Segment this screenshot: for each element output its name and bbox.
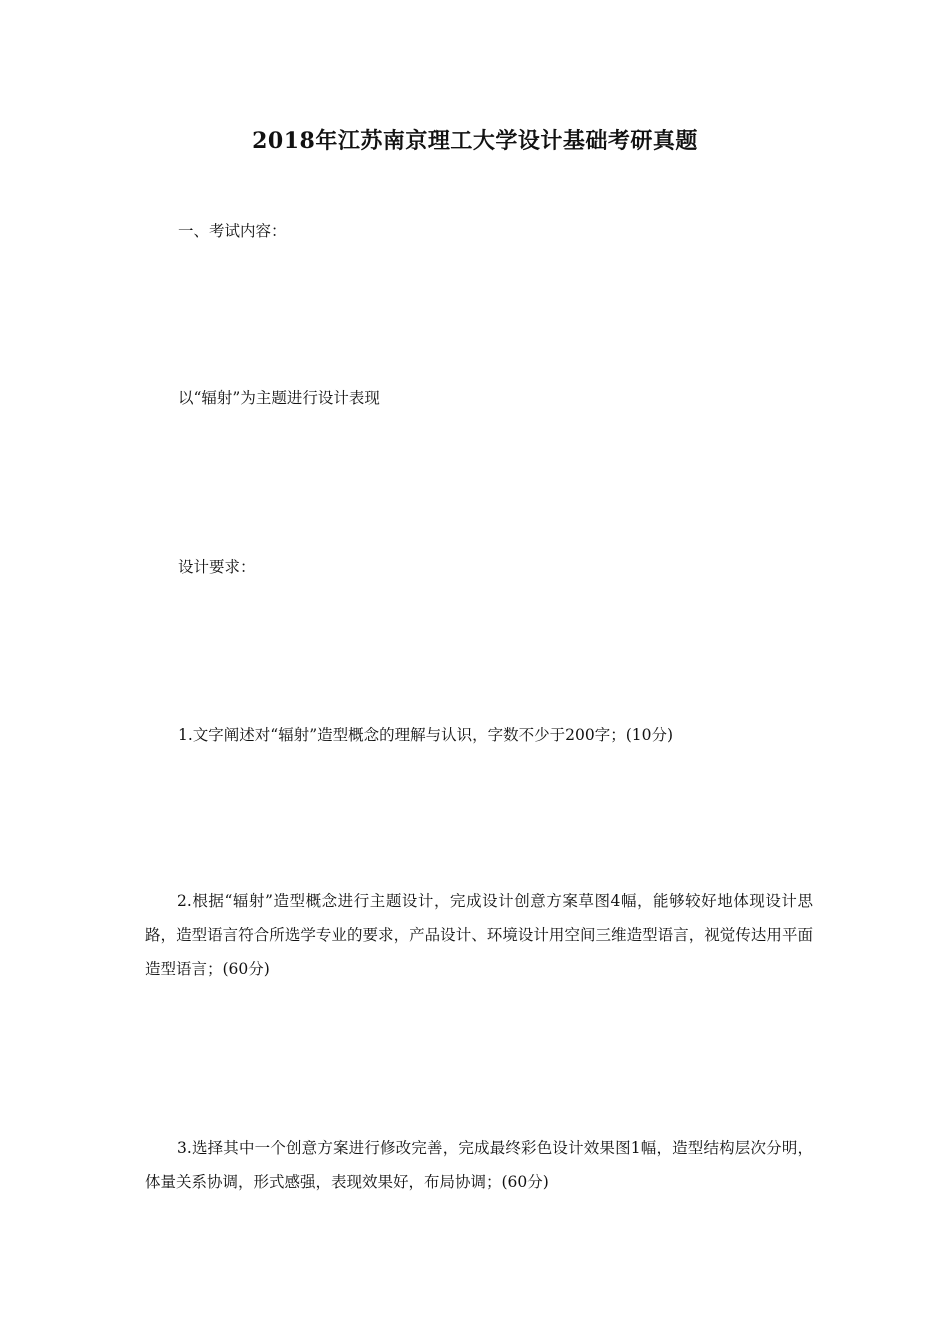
- requirement-item-3: 3.选择其中一个创意方案进行修改完善，完成最终彩色设计效果图1幅，造型结构层次分明，体量关系协调，形式感强，表现效果好，布局协调；(60分): [145, 1139, 813, 1191]
- document-title: 2018年江苏南京理工大学设计基础考研真题: [252, 128, 698, 154]
- requirements-heading: 设计要求：: [178, 558, 256, 576]
- requirement-item-1: 1.文字阐述对“辐射”造型概念的理解与认识，字数不少于200字；(10分): [178, 726, 674, 744]
- section-heading: 一、考试内容：: [178, 222, 287, 240]
- requirement-item-2: 2.根据“辐射”造型概念进行主题设计，完成设计创意方案草图4幅，能够较好地体现设计思路，造型语言符合所选学专业的要求，产品设计、环境设计用空间三维造型语言，视觉传达用平面造型语言；(60分): [145, 892, 813, 978]
- theme-line: 以“辐射”为主题进行设计表现: [178, 389, 380, 407]
